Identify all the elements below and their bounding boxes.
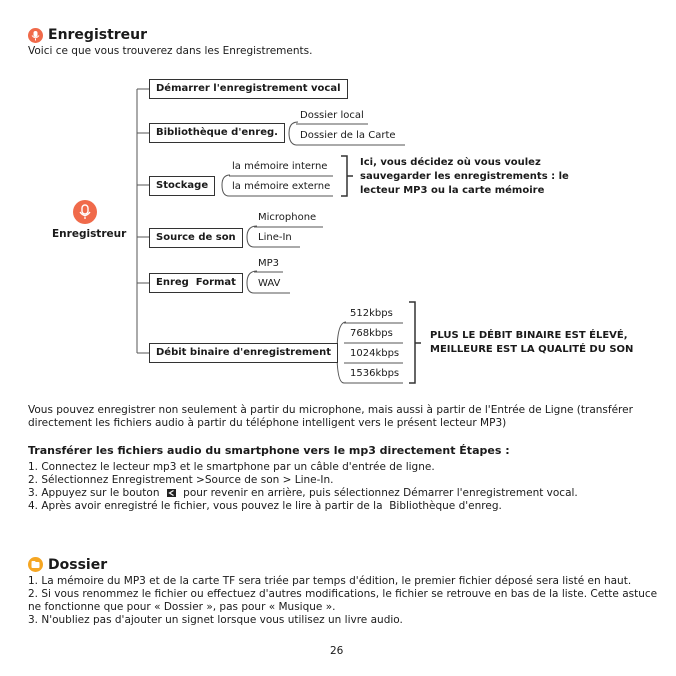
paragraph-line: Vous pouvez enregistrer non seulement à partir du microphone, mais aussi à partir de l'Entrée de Ligne (transférer [28, 404, 633, 416]
storage-note-line: sauvegarder les enregistrements : le [360, 171, 569, 182]
bitrate-note-line: PLUS LE DÉBIT BINAIRE EST ÉLEVÉ, [430, 330, 628, 341]
leaf-1024kbps: 1024kbps [350, 348, 400, 359]
storage-note-line: lecteur MP3 ou la carte mémoire [360, 185, 545, 196]
step-item: 2. Sélectionnez Enregistrement >Source de son > Line-In. [28, 474, 334, 486]
section-intro: Voici ce que vous trouverez dans les Enregistrements. [28, 45, 313, 57]
leaf-line-in: Line-In [258, 232, 292, 243]
branch-library: Bibliothèque d'enreg. [149, 123, 285, 143]
dossier-line: 3. N'oubliez pas d'ajouter un signet lorsque vous utilisez un livre audio. [28, 614, 403, 626]
branch-start-recording: Démarrer l'enregistrement vocal [149, 79, 348, 99]
leaf-internal-memory: la mémoire interne [232, 161, 328, 172]
folder-icon [28, 557, 43, 572]
step-item: 1. Connectez le lecteur mp3 et le smartphone par un câble d'entrée de ligne. [28, 461, 435, 473]
branch-storage: Stockage [149, 176, 215, 196]
leaf-external-memory: la mémoire externe [232, 181, 331, 192]
back-icon [167, 489, 176, 497]
step-item [28, 487, 578, 500]
leaf-512kbps: 512kbps [350, 308, 393, 319]
leaf-1536kbps: 1536kbps [350, 368, 400, 379]
step-text: 3. Appuyez sur le bouton [28, 487, 160, 499]
leaf-local-folder: Dossier local [300, 110, 364, 121]
step-item: 4. Après avoir enregistré le fichier, vous pouvez le lire à partir de la Bibliothèque d'enreg. [28, 500, 502, 512]
dossier-line: ne fonctionne que pour « Dossier », pas pour « Musique ». [28, 601, 336, 613]
bitrate-note [430, 329, 633, 357]
branch-format: Enreg Format [149, 273, 243, 293]
step-text: pour revenir en arrière, puis sélectionnez Démarrer l'enregistrement vocal. [183, 487, 578, 499]
storage-note [360, 156, 569, 198]
bitrate-note-line: MEILLEURE EST LA QUALITÉ DU SON [430, 344, 634, 355]
leaf-microphone: Microphone [258, 212, 317, 223]
mindmap-root-label: Enregistreur [52, 228, 127, 240]
paragraph-line: directement les fichiers audio à partir du téléphone intelligent vers le présent lecteur MP3) [28, 417, 507, 429]
leaf-mp3: MP3 [258, 258, 280, 269]
section-title-dossier: Dossier [48, 557, 108, 573]
page-number: 26 [330, 645, 344, 657]
leaf-wav: WAV [258, 278, 281, 289]
dossier-line: 2. Si vous renommez le fichier ou effectuez d'autres modifications, le fichier se retrouve en bas de la liste. Cette astuce [28, 588, 658, 600]
branch-sound-source: Source de son [149, 228, 243, 248]
transfer-heading: Transférer les fichiers audio du smartphone vers le mp3 directement Étapes : [28, 444, 510, 457]
leaf-768kbps: 768kbps [350, 328, 393, 339]
storage-note-line: Ici, vous décidez où vous voulez [360, 157, 541, 168]
section-title-enregistreur: Enregistreur [48, 27, 148, 43]
dossier-line: 1. La mémoire du MP3 et de la carte TF sera triée par temps d'édition, le premier fichier déposé sera listé en haut. [28, 575, 632, 587]
branch-bitrate: Débit binaire d'enregistrement [149, 343, 338, 363]
root-microphone-icon [73, 200, 97, 224]
leaf-card-folder: Dossier de la Carte [300, 130, 396, 141]
